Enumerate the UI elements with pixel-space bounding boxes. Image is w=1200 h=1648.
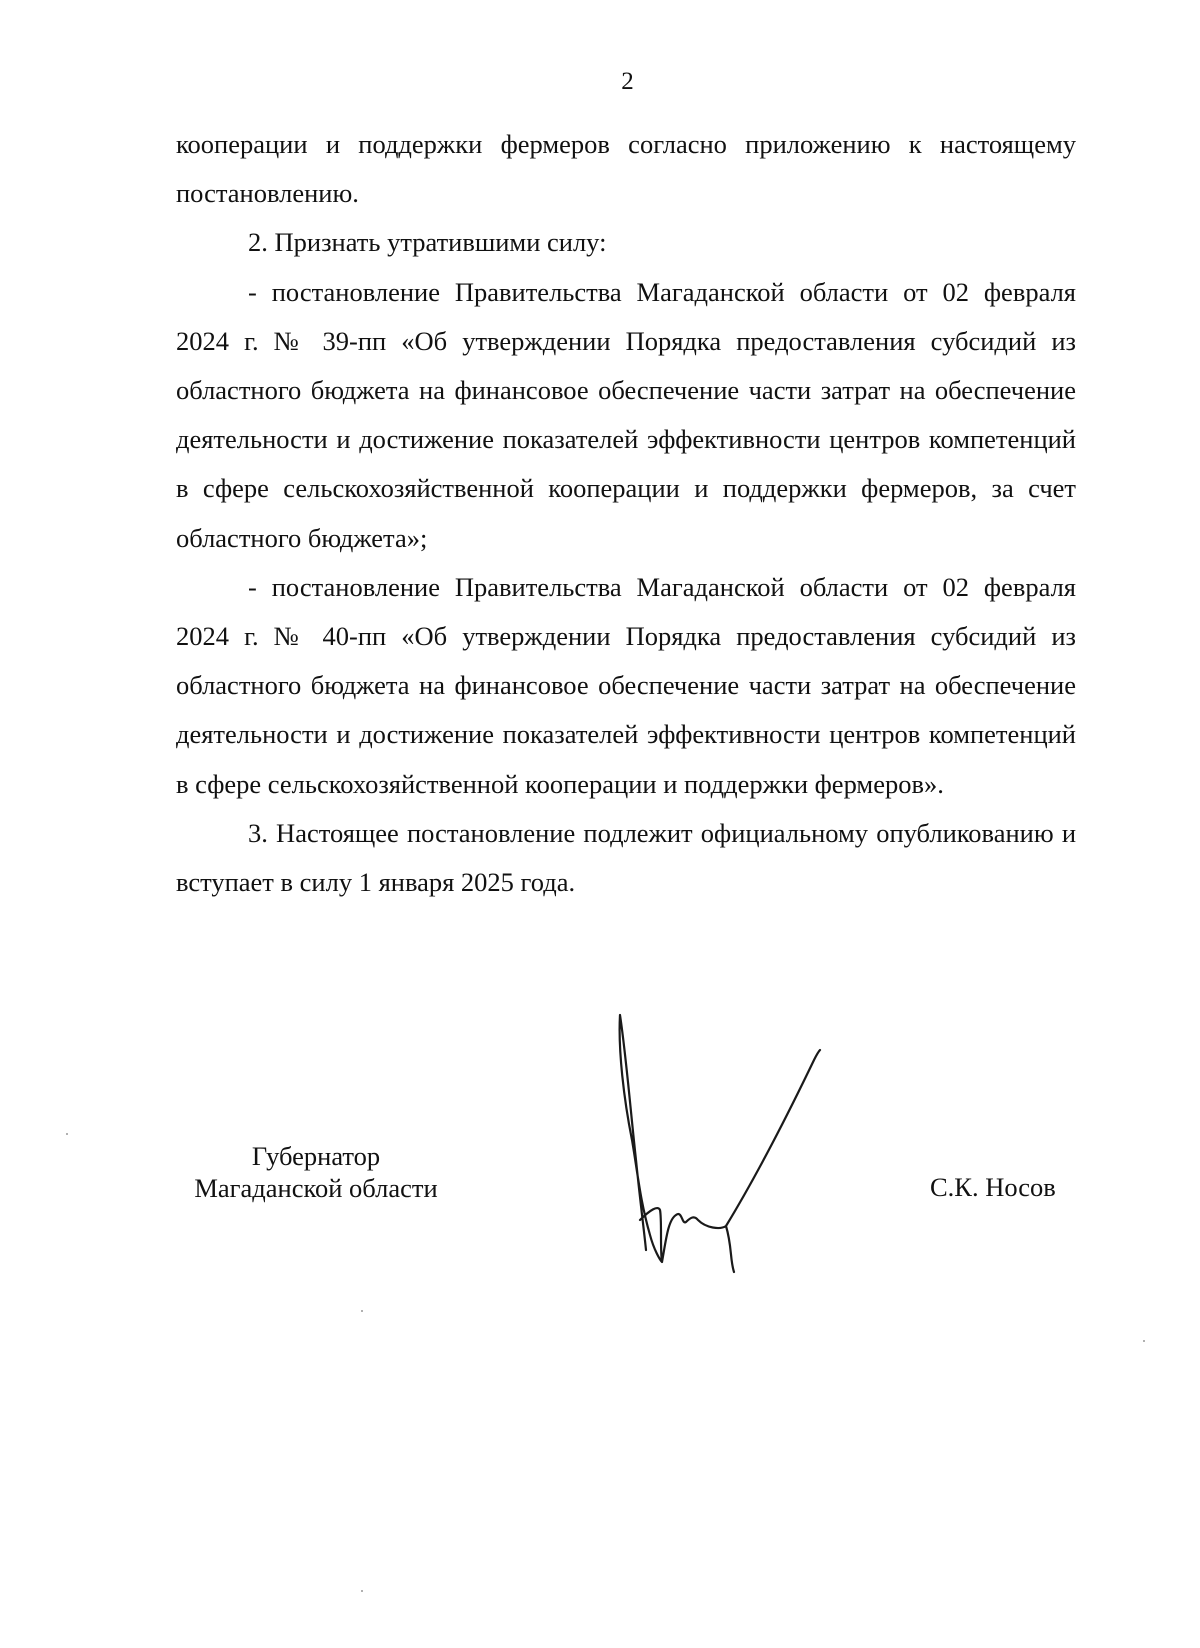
handwritten-signature bbox=[610, 1010, 870, 1275]
signatory-title-line2: Магаданской области bbox=[194, 1173, 438, 1203]
scan-speck bbox=[1143, 1340, 1145, 1342]
signatory-title-line1: Губернатор bbox=[251, 1141, 381, 1171]
paragraph-item-3: 3. Настоящее постановление подлежит официальному опубликованию и вступает в силу 1 января 2025 года. bbox=[176, 817, 1076, 898]
page-number: 2 bbox=[621, 68, 634, 95]
scan-speck bbox=[361, 1590, 363, 1592]
scan-speck bbox=[361, 1310, 363, 1312]
signatory-name: С.К. Носов bbox=[930, 1172, 1056, 1202]
paragraph-item-2: 2. Признать утратившими силу: bbox=[248, 227, 607, 258]
scan-speck bbox=[66, 1133, 68, 1135]
signatory-title bbox=[176, 1140, 456, 1204]
paragraph-continuation: кооперации и поддержки фермеров согласно приложению к настоящему постановлению. bbox=[176, 129, 1076, 209]
document-body bbox=[176, 120, 1076, 907]
paragraph-repeal-39pp: - постановление Правительства Магаданской области от 02 февраля 2024 г. № 39-пп «Об утверждении Порядка предоставления субсидий из областного бюджета на финансовое обеспечение части затрат на обеспечение деятельности и достижение показателей эффективности центров компетенций в сфере сельскохозяйственной кооперации и поддержки фермеров, за счет областного бюджета»; bbox=[176, 276, 1076, 553]
paragraph-repeal-40pp: - постановление Правительства Магаданской области от 02 февраля 2024 г. № 40-пп «Об утверждении Порядка предоставления субсидий из областного бюджета на финансовое обеспечение части затрат на обеспечение деятельности и достижение показателей эффективности центров компетенций в сфере сельскохозяйственной кооперации и поддержки фермеров». bbox=[176, 571, 1076, 799]
